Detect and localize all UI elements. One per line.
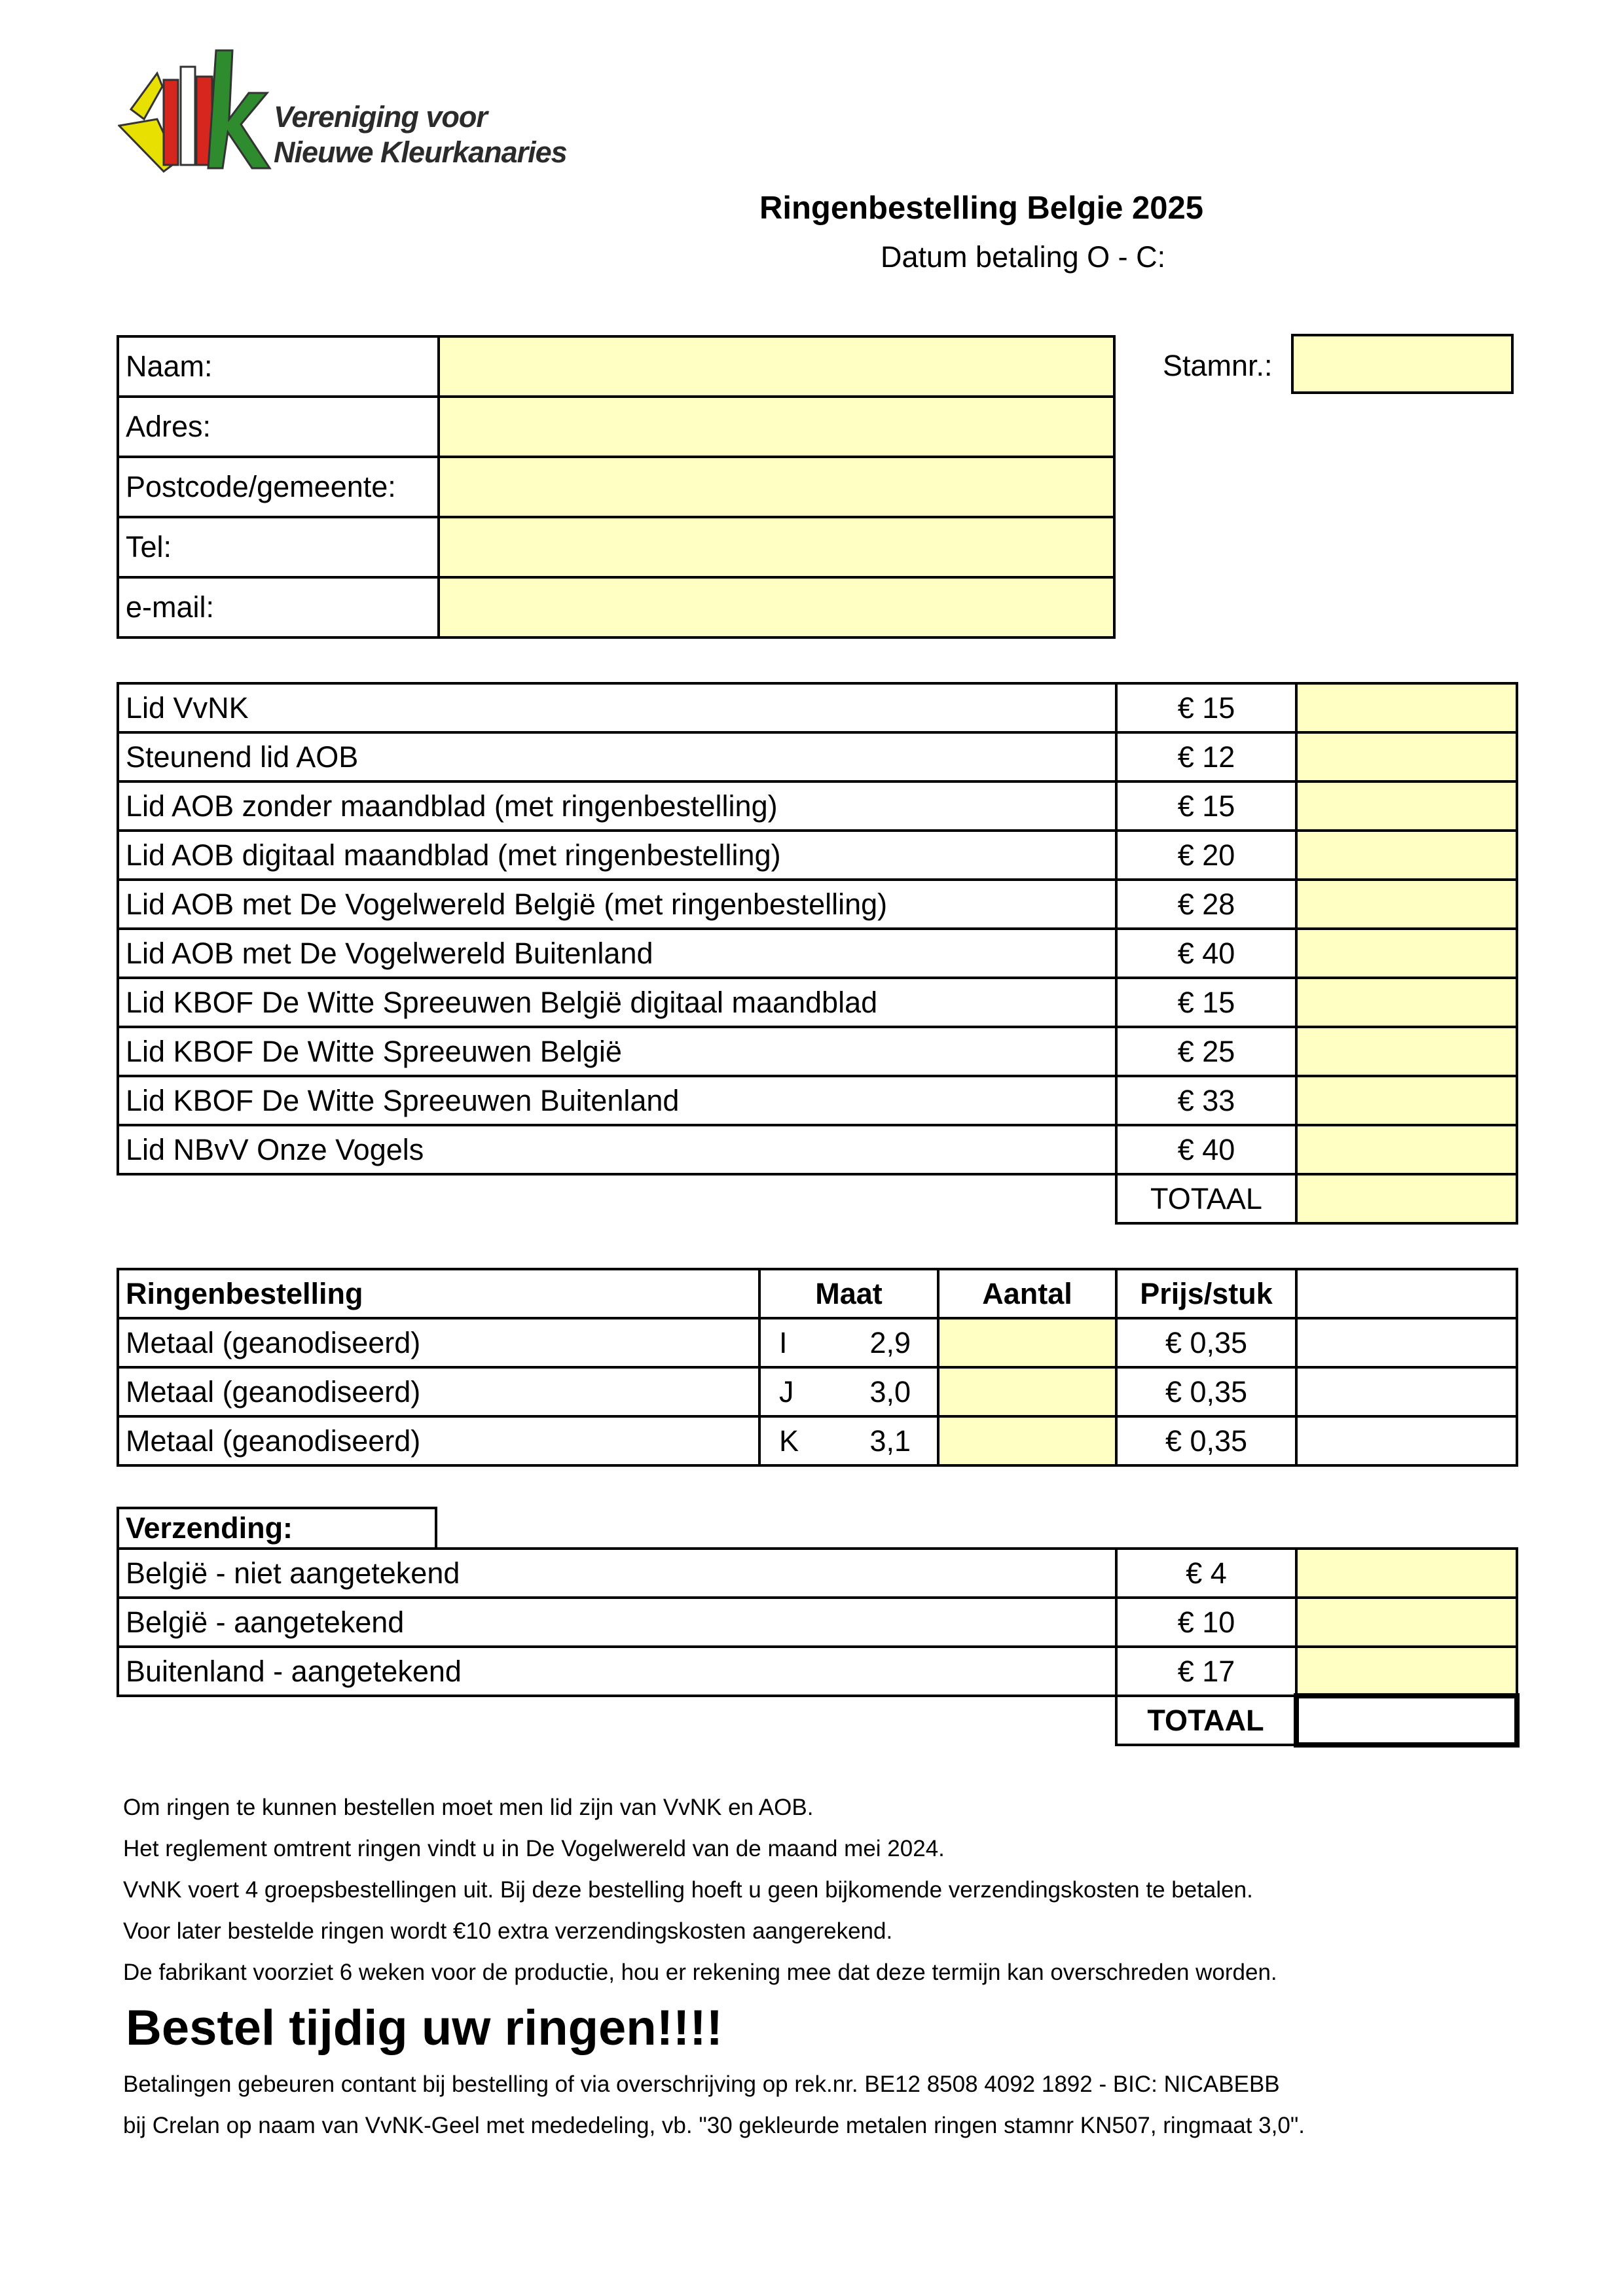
- membership-price: € 15: [1116, 781, 1296, 831]
- membership-amount-field[interactable]: [1296, 978, 1517, 1027]
- ring-subtotal: [1296, 1367, 1517, 1416]
- membership-price: € 33: [1116, 1076, 1296, 1125]
- membership-label: Lid KBOF De Witte Spreeuwen België: [118, 1027, 1116, 1076]
- ring-product: Metaal (geanodiseerd): [118, 1367, 759, 1416]
- table-row: [118, 781, 1517, 831]
- header-product: Ringenbestelling: [118, 1269, 759, 1318]
- membership-price: € 40: [1116, 1125, 1296, 1174]
- membership-amount-field[interactable]: [1296, 831, 1517, 880]
- shipping-table: [117, 1547, 1520, 1748]
- ring-letter: J: [779, 1374, 794, 1408]
- phone-field[interactable]: [439, 517, 1114, 577]
- table-row: [118, 1125, 1517, 1174]
- payment-info: [123, 2064, 1305, 2146]
- shipping-total-label: TOTAAL: [1116, 1696, 1296, 1745]
- membership-label: Lid KBOF De Witte Spreeuwen België digitaal maandblad: [118, 978, 1116, 1027]
- payment-line: Betalingen gebeuren contant bij bestelling of via overschrijving op rek.nr. BE12 8508 4092 1892 - BIC: NICABEBB: [123, 2072, 1280, 2097]
- membership-label: Lid AOB zonder maandblad (met ringenbestelling): [118, 781, 1116, 831]
- shipping-price: € 10: [1116, 1598, 1296, 1647]
- membership-price: € 15: [1116, 978, 1296, 1027]
- table-header-row: [118, 1269, 1517, 1318]
- membership-total-label: TOTAAL: [1116, 1174, 1296, 1223]
- table-row: [118, 1318, 1517, 1367]
- shipping-label: Buitenland - aangetekend: [118, 1647, 1116, 1696]
- ring-quantity-field[interactable]: [938, 1416, 1116, 1465]
- table-row: [118, 1416, 1517, 1465]
- membership-price: € 12: [1116, 732, 1296, 781]
- ring-size-value: 2,9: [869, 1325, 911, 1359]
- table-row: [118, 831, 1517, 880]
- header-size: Maat: [759, 1269, 938, 1318]
- ring-size-value: 3,0: [869, 1374, 911, 1408]
- membership-price: € 28: [1116, 880, 1296, 929]
- page-title: Ringenbestelling Belgie 2025: [759, 190, 1204, 226]
- address-field[interactable]: [439, 397, 1114, 457]
- shipping-amount-field[interactable]: [1296, 1598, 1517, 1647]
- membership-label: Lid KBOF De Witte Spreeuwen Buitenland: [118, 1076, 1116, 1125]
- table-row: [118, 1367, 1517, 1416]
- table-row: [118, 1598, 1517, 1647]
- membership-total-field[interactable]: [1296, 1174, 1517, 1223]
- membership-price: € 25: [1116, 1027, 1296, 1076]
- shipping-price: € 4: [1116, 1549, 1296, 1598]
- table-row: [118, 1076, 1517, 1125]
- payment-date-label: Datum betaling O - C:: [881, 240, 1166, 274]
- slogan: Bestel tijdig uw ringen!!!!: [126, 2000, 723, 2056]
- ring-order-table: [117, 1268, 1518, 1467]
- table-row: [118, 880, 1517, 929]
- stamnr-label: Stamnr.:: [1163, 349, 1273, 382]
- logo-text-line2: Nieuwe Kleurkanaries: [274, 135, 567, 169]
- membership-label: Lid AOB digitaal maandblad (met ringenbestelling): [118, 831, 1116, 880]
- ring-price: € 0,35: [1116, 1318, 1296, 1367]
- shipping-heading: Verzending:: [117, 1507, 437, 1550]
- membership-amount-field[interactable]: [1296, 929, 1517, 978]
- stamnr-field[interactable]: [1291, 334, 1514, 394]
- name-field[interactable]: [439, 336, 1114, 397]
- total-row: [118, 1696, 1517, 1745]
- postcode-field[interactable]: [439, 457, 1114, 517]
- membership-amount-field[interactable]: [1296, 781, 1517, 831]
- ring-size: [759, 1318, 938, 1367]
- payment-line: bij Crelan op naam van VvNK-Geel met mededeling, vb. "30 gekleurde metalen ringen stamnr KN507, ringmaat 3,0".: [123, 2113, 1305, 2138]
- logo-text-line1: Vereniging voor: [274, 100, 487, 134]
- ring-letter: I: [779, 1325, 788, 1359]
- membership-label: Lid NBvV Onze Vogels: [118, 1125, 1116, 1174]
- ring-letter: K: [779, 1424, 799, 1458]
- table-row: [118, 517, 1114, 577]
- ring-price: € 0,35: [1116, 1367, 1296, 1416]
- membership-label: Lid VvNK: [118, 683, 1116, 732]
- membership-label: Lid AOB met De Vogelwereld Buitenland: [118, 929, 1116, 978]
- ring-product: Metaal (geanodiseerd): [118, 1318, 759, 1367]
- note-line: Om ringen te kunnen bestellen moet men lid zijn van VvNK en AOB.: [123, 1795, 814, 1820]
- ring-size: [759, 1367, 938, 1416]
- table-row: [118, 1549, 1517, 1598]
- personal-info-table: [117, 335, 1116, 639]
- table-row: [118, 1027, 1517, 1076]
- membership-amount-field[interactable]: [1296, 1125, 1517, 1174]
- shipping-label: België - niet aangetekend: [118, 1549, 1116, 1598]
- phone-label: Tel:: [118, 517, 439, 577]
- header-quantity: Aantal: [938, 1269, 1116, 1318]
- membership-label: Steunend lid AOB: [118, 732, 1116, 781]
- table-row: [118, 732, 1517, 781]
- note-line: VvNK voert 4 groepsbestellingen uit. Bij deze bestelling hoeft u geen bijkomende verzendingskosten te betalen.: [123, 1877, 1253, 1903]
- note-line: Voor later bestelde ringen wordt €10 extra verzendingskosten aangerekend.: [123, 1918, 893, 1944]
- header-empty: [1296, 1269, 1517, 1318]
- header-unit-price: Prijs/stuk: [1116, 1269, 1296, 1318]
- table-row: [118, 978, 1517, 1027]
- postcode-label: Postcode/gemeente:: [118, 457, 439, 517]
- membership-amount-field[interactable]: [1296, 1027, 1517, 1076]
- ring-size: [759, 1416, 938, 1465]
- notes: [123, 1787, 1277, 1993]
- membership-amount-field[interactable]: [1296, 880, 1517, 929]
- table-row: [118, 336, 1114, 397]
- email-field[interactable]: [439, 577, 1114, 637]
- shipping-label: België - aangetekend: [118, 1598, 1116, 1647]
- shipping-amount-field[interactable]: [1296, 1647, 1517, 1696]
- logo-text: [274, 99, 567, 170]
- ring-subtotal: [1296, 1416, 1517, 1465]
- table-row: [118, 929, 1517, 978]
- note-line: De fabrikant voorziet 6 weken voor de productie, hou er rekening mee dat deze termijn kan overschreden worden.: [123, 1960, 1277, 1985]
- table-row: [118, 1647, 1517, 1696]
- membership-label: Lid AOB met De Vogelwereld België (met ringenbestelling): [118, 880, 1116, 929]
- table-row: [118, 397, 1114, 457]
- ring-price: € 0,35: [1116, 1416, 1296, 1465]
- ring-quantity-field[interactable]: [938, 1367, 1116, 1416]
- ring-quantity-field[interactable]: [938, 1318, 1116, 1367]
- table-row: [118, 457, 1114, 517]
- shipping-price: € 17: [1116, 1647, 1296, 1696]
- membership-table: [117, 682, 1518, 1225]
- address-label: Adres:: [118, 397, 439, 457]
- note-line: Het reglement omtrent ringen vindt u in De Vogelwereld van de maand mei 2024.: [123, 1836, 945, 1861]
- total-row: [118, 1174, 1517, 1223]
- ring-size-value: 3,1: [869, 1424, 911, 1458]
- membership-price: € 20: [1116, 831, 1296, 880]
- membership-amount-field[interactable]: [1296, 732, 1517, 781]
- email-label: e-mail:: [118, 577, 439, 637]
- membership-amount-field[interactable]: [1296, 1076, 1517, 1125]
- grand-total-field[interactable]: [1296, 1696, 1517, 1745]
- table-row: [118, 577, 1114, 637]
- ring-subtotal: [1296, 1318, 1517, 1367]
- ring-product: Metaal (geanodiseerd): [118, 1416, 759, 1465]
- membership-price: € 40: [1116, 929, 1296, 978]
- membership-amount-field[interactable]: [1296, 683, 1517, 732]
- shipping-amount-field[interactable]: [1296, 1549, 1517, 1598]
- name-label: Naam:: [118, 336, 439, 397]
- membership-price: € 15: [1116, 683, 1296, 732]
- table-row: [118, 683, 1517, 732]
